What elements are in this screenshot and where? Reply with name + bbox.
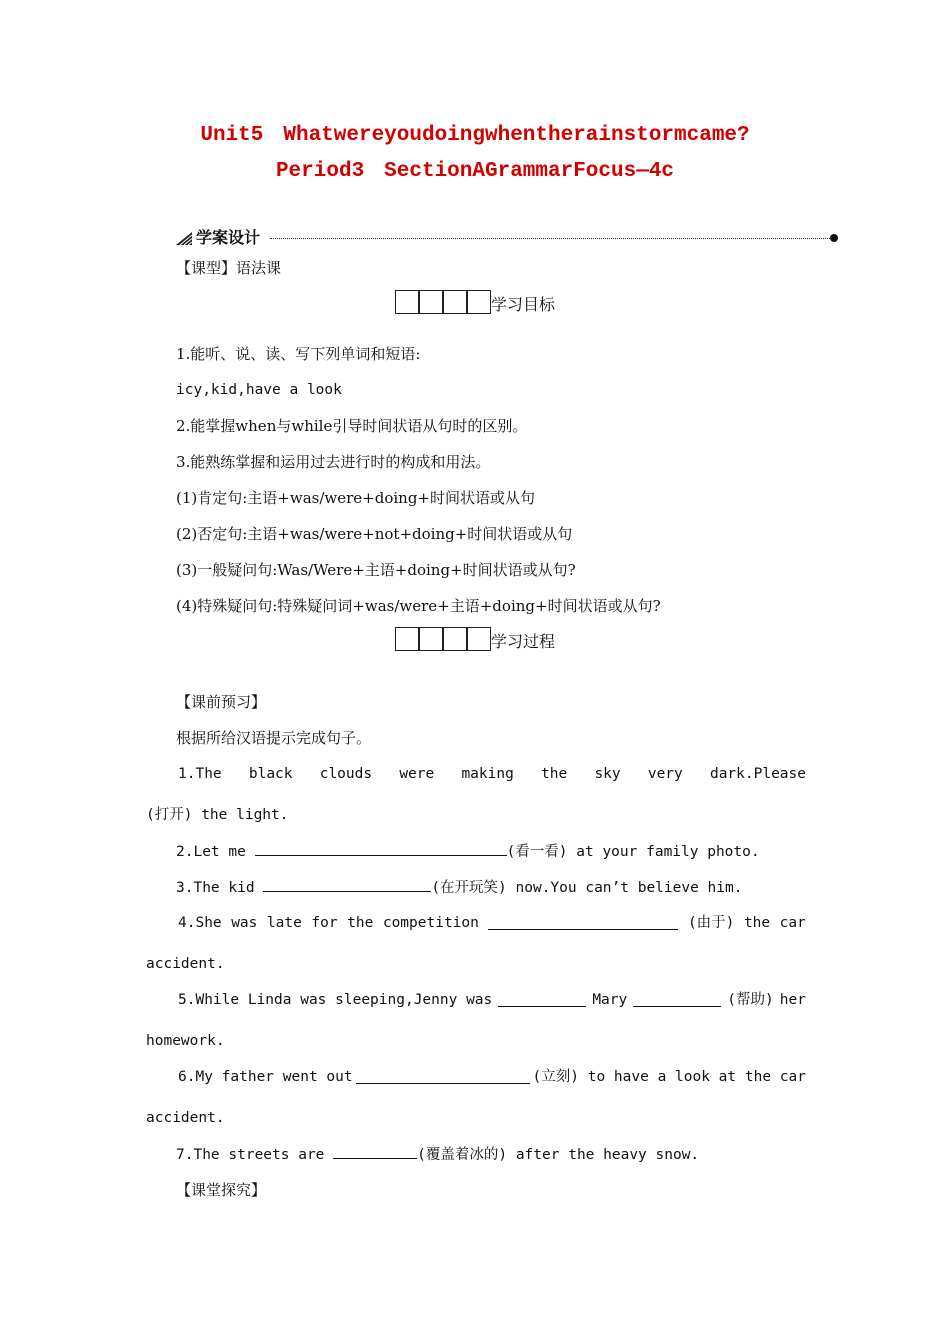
question-6-text: 6.My father went out [178, 1069, 353, 1085]
answer-blank[interactable] [356, 1069, 530, 1084]
word: clouds [319, 766, 373, 782]
question-6-cont: accident. [146, 1110, 225, 1126]
title-period: Period3 [275, 160, 365, 183]
title-section: SectionAGrammarFocus—4c [384, 160, 675, 183]
question-2-text: 2.Let me [176, 844, 255, 860]
word: Mary [592, 992, 628, 1008]
question-3-text: 3.The kid [176, 880, 264, 896]
question-4 [178, 913, 806, 933]
title-question: Whatwereyoudoingwhentherainstormcame? [283, 124, 750, 147]
answer-blank[interactable] [488, 915, 678, 930]
goal-item: 1.能听、说、读、写下列单词和短语: [176, 345, 421, 363]
explore-heading: 【课堂探究】 [176, 1181, 267, 1199]
question-5-text: 5.While Linda was sleeping,Jenny was [178, 992, 493, 1008]
word: 4.She [178, 915, 222, 931]
answer-blank[interactable] [333, 1144, 417, 1159]
question-7-text: 7.The streets are [176, 1147, 334, 1163]
question-7 [176, 1144, 699, 1165]
question-2-hint: (看一看) at your family photo. [506, 844, 760, 860]
banner-dot [830, 234, 838, 242]
word: the [541, 766, 568, 782]
word: late [266, 915, 302, 931]
preview-instruction: 根据所给汉语提示完成句子。 [176, 729, 372, 747]
title-unit: Unit5 [200, 124, 264, 147]
question-6-hint: (立刻) to have a look at the car [532, 1069, 806, 1085]
word: her [779, 992, 806, 1008]
title-line-2 [0, 160, 950, 183]
answer-blank[interactable] [263, 877, 431, 892]
word: competition [382, 915, 479, 931]
question-7-hint: (覆盖着冰的) after the heavy snow. [417, 1147, 700, 1163]
question-1-cont: (打开) the light. [146, 807, 289, 823]
word: making [461, 766, 514, 782]
goals-heading-label: 学习目标 [491, 295, 556, 314]
goal-item: 2.能掌握when与while引导时间状语从句时的区别。 [176, 417, 528, 435]
preview-heading: 【课前预习】 [176, 693, 267, 711]
word: (帮助) [727, 992, 774, 1008]
question-3-hint: (在开玩笑) now.You can’t believe him. [431, 880, 743, 896]
triangle-stripes-icon [176, 232, 192, 245]
word: for [311, 915, 338, 931]
word: car [779, 915, 806, 931]
word: the [743, 915, 771, 931]
word: sky [594, 766, 621, 782]
title-line-1 [0, 124, 950, 147]
word: black [248, 766, 293, 782]
question-2 [176, 841, 760, 862]
goal-item: (3)一般疑问句:Was/Were+主语+doing+时间状语或从句? [176, 561, 576, 579]
question-1 [178, 764, 806, 784]
question-3 [176, 877, 742, 898]
heading-boxes [395, 627, 491, 651]
word: 1.The [178, 766, 222, 782]
word: the [347, 915, 374, 931]
question-5 [178, 990, 806, 1010]
goal-item: (4)特殊疑问句:特殊疑问词+was/were+主语+doing+时间状语或从句? [176, 597, 661, 615]
word: (由于) [687, 915, 735, 931]
answer-blank[interactable] [633, 992, 721, 1007]
question-5-cont: homework. [146, 1033, 225, 1049]
word: very [647, 766, 683, 782]
answer-blank[interactable] [255, 841, 507, 856]
question-6 [178, 1067, 806, 1087]
word: were [399, 766, 435, 782]
question-4-cont: accident. [146, 956, 225, 972]
banner-label: 学案设计 [196, 228, 261, 247]
process-heading-label: 学习过程 [491, 632, 556, 651]
heading-boxes [395, 290, 491, 314]
lesson-type: 【课型】语法课 [176, 259, 282, 277]
goal-item: 3.能熟练掌握和运用过去进行时的构成和用法。 [176, 453, 491, 471]
goal-item: icy,kid,have a look [176, 382, 342, 398]
goal-item: (1)肯定句:主语+was/were+doing+时间状语或从句 [176, 489, 535, 507]
section-banner [176, 226, 840, 250]
word: was [231, 915, 258, 931]
word: dark.Please [709, 766, 806, 782]
banner-rule [270, 238, 830, 239]
goal-item: (2)否定句:主语+was/were+not+doing+时间状语或从句 [176, 525, 573, 543]
answer-blank[interactable] [498, 992, 586, 1007]
